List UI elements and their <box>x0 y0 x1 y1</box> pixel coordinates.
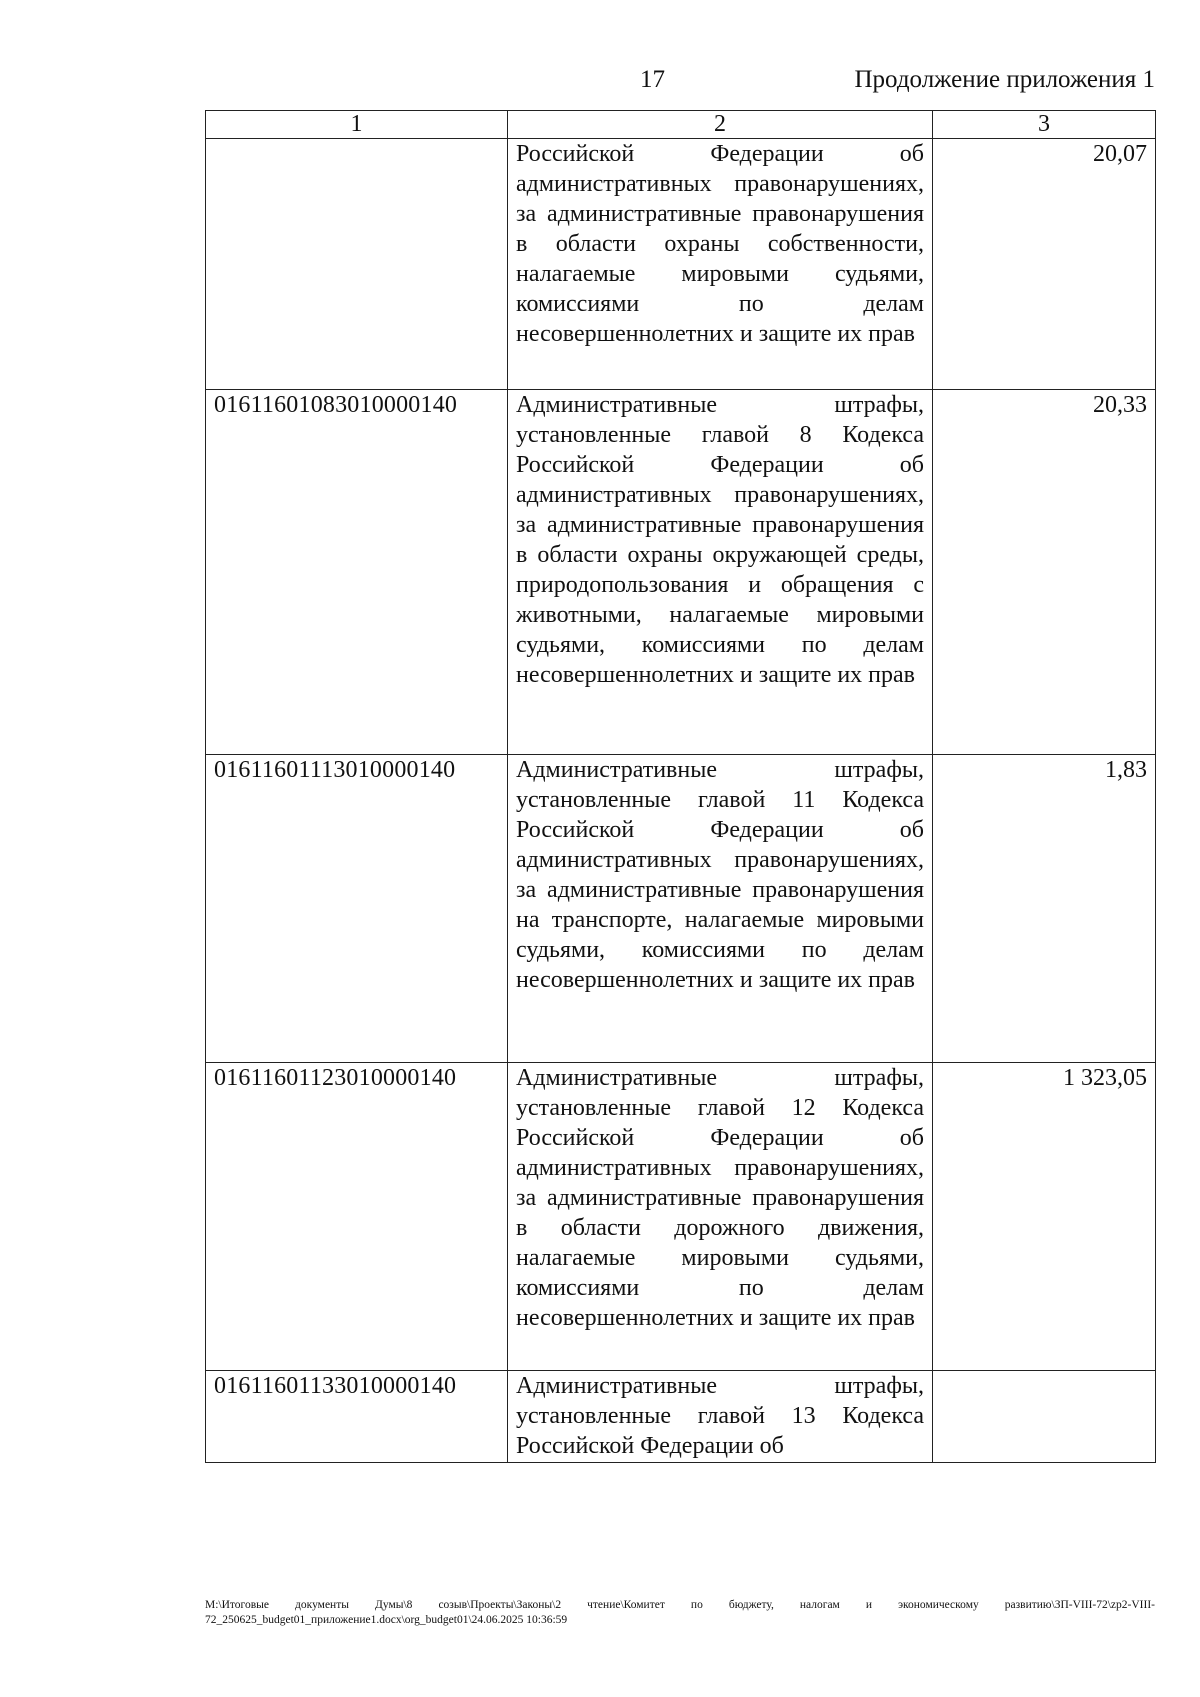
row-description: Административные штрафы, установленные главой 11 Кодекса Российской Федерации об административных правонарушениях, за административные правонарушения на транспорте, налагаемые мировыми судьями, комиссиями по делам несовершеннолетних и защите их прав <box>508 755 933 1063</box>
row-code: 01611601133010000140 <box>206 1371 508 1463</box>
row-code: 01611601113010000140 <box>206 755 508 1063</box>
row-description: Административные штрафы, установленные главой 12 Кодекса Российской Федерации об административных правонарушениях, за административные правонарушения в области дорожного движения, налагаемые мировыми судьями, комиссиями по делам несовершеннолетних и защите их прав <box>508 1063 933 1371</box>
table-row <box>206 390 1156 755</box>
row-amount: 1 323,05 <box>933 1063 1156 1371</box>
row-amount: 20,07 <box>933 139 1156 390</box>
file-path-footer: M:\Итоговые документы Думы\8 созыв\Проекты\Законы\2 чтение\Комитет по бюджету, налогам и экономическому развитию\ЗП-VIII-72\zp2-VIII-72_250625_budget01_приложение1.docx\org_budget01\24.06.2025 10:36:59 <box>205 1599 1155 1626</box>
column-header-3: 3 <box>933 111 1156 139</box>
column-header-2: 2 <box>508 111 933 139</box>
row-code <box>206 139 508 390</box>
table-row <box>206 1371 1156 1463</box>
row-description: Российской Федерации об административных правонарушениях, за административные правонарушения в области охраны собственности, налагаемые мировыми судьями, комиссиями по делам несовершеннолетних и защите их прав <box>508 139 933 390</box>
continuation-label: Продолжение приложения 1 <box>854 66 1155 93</box>
table-header-row <box>206 111 1156 139</box>
table-row <box>206 755 1156 1063</box>
column-header-1: 1 <box>206 111 508 139</box>
revenue-table <box>205 110 1156 1463</box>
row-description: Административные штрафы, установленные главой 13 Кодекса Российской Федерации об <box>508 1371 933 1463</box>
row-amount <box>933 1371 1156 1463</box>
row-amount: 1,83 <box>933 755 1156 1063</box>
row-code: 01611601123010000140 <box>206 1063 508 1371</box>
row-code: 01611601083010000140 <box>206 390 508 755</box>
row-amount: 20,33 <box>933 390 1156 755</box>
table-row <box>206 139 1156 390</box>
table-row <box>206 1063 1156 1371</box>
row-description: Административные штрафы, установленные главой 8 Кодекса Российской Федерации об административных правонарушениях, за административные правонарушения в области охраны окружающей среды, природопользования и обращения с животными, налагаемые мировыми судьями, комиссиями по делам несовершеннолетних и защите их прав <box>508 390 933 755</box>
page-number: 17 <box>640 66 665 93</box>
